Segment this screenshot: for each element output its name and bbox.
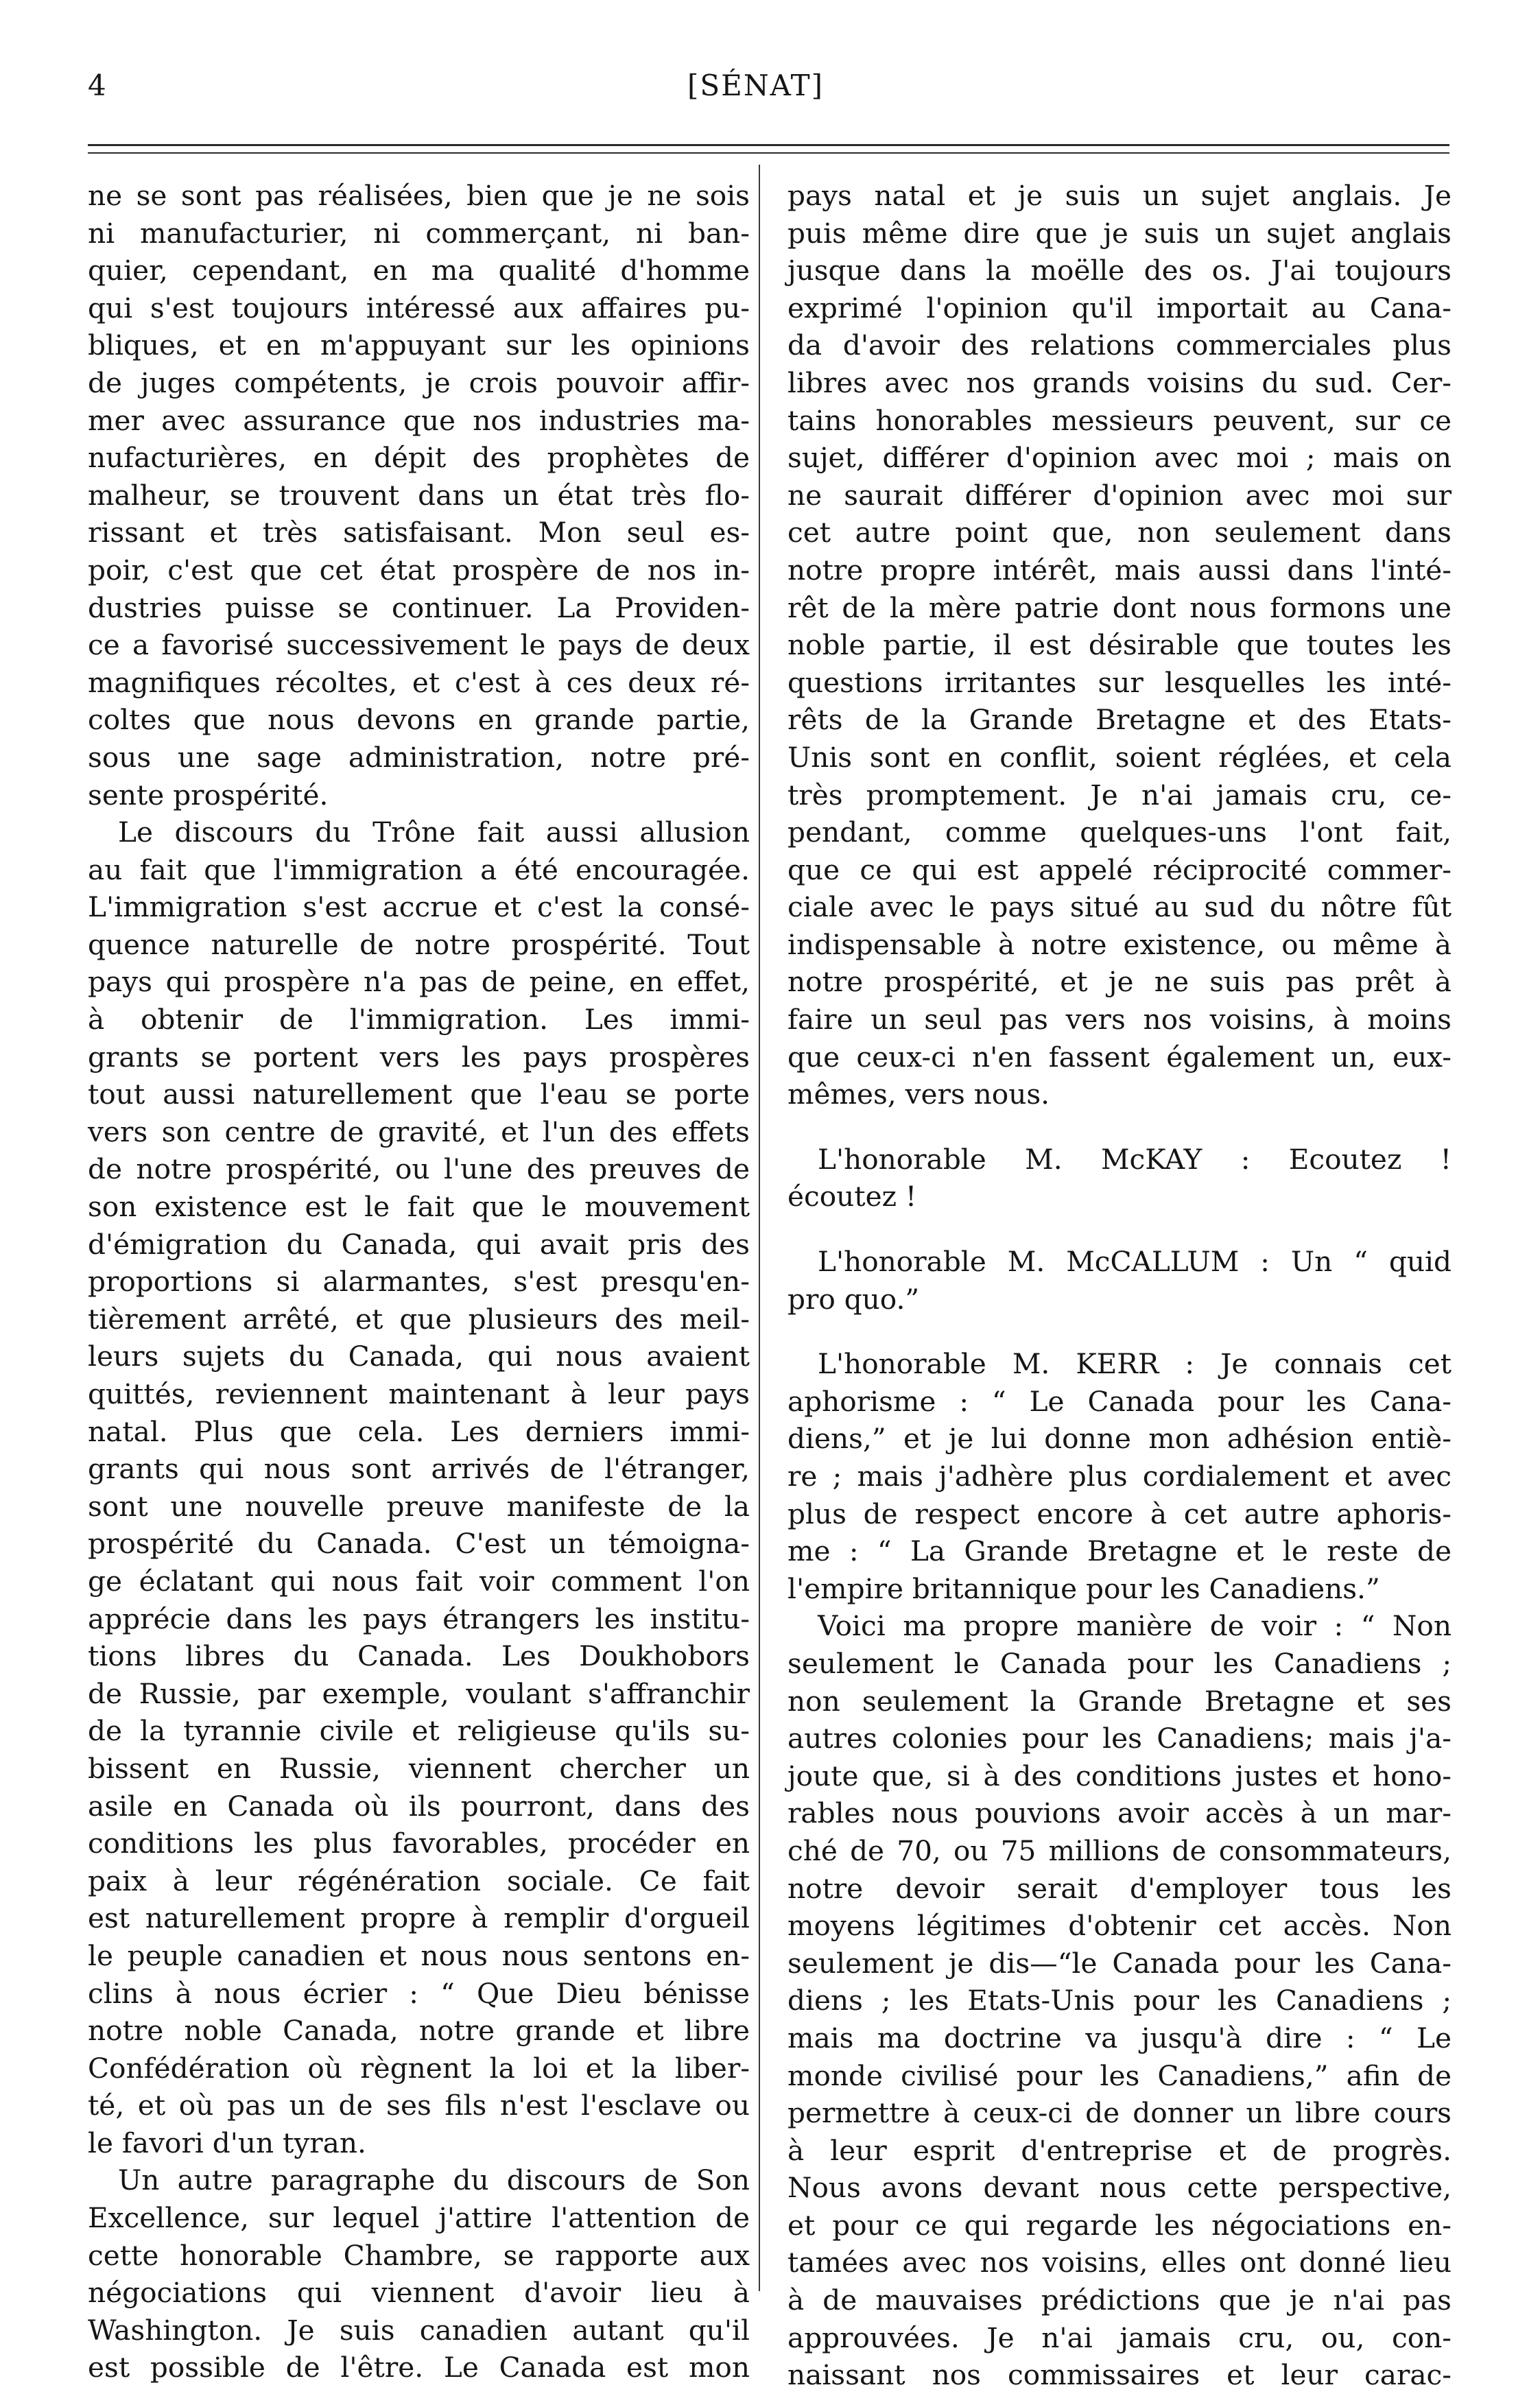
- text-line: rissant et très satisfaisant. Mon seul es-: [88, 516, 750, 549]
- text-line: proportions si alarmantes, s'est presqu'en-: [88, 1265, 750, 1299]
- text-line: cet autre point que, non seulement dans: [787, 516, 1452, 549]
- text-line: prospérité du Canada. C'est un témoigna-: [88, 1527, 750, 1561]
- text-line: sente prospérité.: [88, 778, 329, 811]
- text-line: notre devoir serait d'employer tous les: [787, 1871, 1452, 1905]
- text-line: négociations qui viennent d'avoir lieu à: [88, 2276, 750, 2310]
- text-line: ne se sont pas réalisées, bien que je ne sois: [88, 179, 750, 212]
- text-line: quier, cependant, en ma qualité d'homme: [88, 254, 750, 287]
- text-line: tièrement arrêté, et que plusieurs des meil-: [88, 1302, 750, 1336]
- text-line: faire un seul pas vers nos voisins, à moins: [787, 1003, 1452, 1036]
- right-column: [787, 177, 1452, 2394]
- text-line: noble partie, il est désirable que toutes les: [787, 628, 1452, 662]
- text-line: dustries puisse se continuer. La Providen-: [88, 591, 750, 624]
- text-line: approuvées. Je n'ai jamais cru, ou, con-: [787, 2321, 1452, 2354]
- text-line: malheur, se trouvent dans un état très flo-: [88, 478, 750, 512]
- text-line: très promptement. Je n'ai jamais cru, ce-: [787, 778, 1452, 811]
- paragraph-gap: [787, 1113, 1452, 1141]
- text-line: ce a favorisé successivement le pays de deux: [88, 628, 750, 662]
- text-line: le favori d'un tyran.: [88, 2126, 366, 2159]
- text-line: pays natal et je suis un sujet anglais. Je: [787, 179, 1452, 212]
- text-line: me : “ La Grande Bretagne et le reste de: [787, 1534, 1452, 1568]
- text-line: au fait que l'immigration a été encouragée.: [88, 853, 750, 886]
- text-line: de la tyrannie civile et religieuse qu'ils su-: [88, 1714, 750, 1748]
- header-rule: [88, 144, 1449, 146]
- left-column: [88, 177, 750, 2386]
- text-line: de notre prospérité, ou l'une des preuves de: [88, 1152, 750, 1186]
- text-line: notre noble Canada, notre grande et libre: [88, 2014, 750, 2048]
- text-line: sont une nouvelle preuve manifeste de la: [88, 1489, 750, 1523]
- text-line: grants se portent vers les pays prospères: [88, 1040, 750, 1074]
- text-line: magnifiques récoltes, et c'est à ces deux ré-: [88, 665, 750, 699]
- text-line: ne saurait différer d'opinion avec moi sur: [787, 478, 1452, 512]
- text-line: conditions les plus favorables, procéder en: [88, 1827, 750, 1860]
- text-line: que ce qui est appelé réciprocité commer-: [787, 853, 1452, 886]
- text-line: leurs sujets du Canada, qui nous avaient: [88, 1340, 750, 1373]
- text-line: à obtenir de l'immigration. Les immi-: [88, 1003, 750, 1036]
- text-line: tamées avec nos voisins, elles ont donné lieu: [787, 2246, 1452, 2279]
- text-line: L'honorable M. McKAY : Ecoutez !: [818, 1142, 1452, 1176]
- text-line: plus de respect encore à cet autre aphoris-: [787, 1497, 1452, 1530]
- page-header: [0, 69, 1540, 110]
- text-line: paix à leur régénération sociale. Ce fait: [88, 1864, 750, 1897]
- column-divider: [759, 165, 760, 2291]
- text-line: mer avec assurance que nos industries ma-: [88, 403, 750, 437]
- text-line: monde civilisé pour les Canadiens,” afin de: [787, 2059, 1452, 2092]
- text-line: re ; mais j'adhère plus cordialement et avec: [787, 1460, 1452, 1493]
- text-line: sujet, différer d'opinion avec moi ; mais on: [787, 441, 1452, 475]
- text-line: qui s'est toujours intéressé aux affaires pu-: [88, 291, 750, 324]
- text-line: ciale avec le pays situé au sud du nôtre fût: [787, 890, 1452, 924]
- text-line: jusque dans la moëlle des os. J'ai toujours: [787, 254, 1452, 287]
- text-line: ché de 70, ou 75 millions de consommateurs,: [787, 1834, 1452, 1867]
- paragraph-gap: [787, 1216, 1452, 1243]
- text-line: L'immigration s'est accrue et c'est la consé-: [88, 890, 750, 924]
- text-line: libres avec nos grands voisins du sud. Cer-: [787, 366, 1452, 399]
- text-line: Un autre paragraphe du discours de Son: [118, 2164, 750, 2197]
- text-line: sous une sage administration, notre pré-: [88, 740, 750, 774]
- page-number: 4: [88, 69, 106, 102]
- text-line: bissent en Russie, viennent chercher un: [88, 1751, 750, 1785]
- text-line: moyens légitimes d'obtenir cet accès. Non: [787, 1909, 1452, 1943]
- text-line: Confédération où règnent la loi et la liber-: [88, 2051, 750, 2085]
- text-line: seulement le Canada pour les Canadiens ;: [787, 1646, 1452, 1680]
- text-line: permettre à ceux-ci de donner un libre cours: [787, 2096, 1452, 2130]
- text-line: le peuple canadien et nous nous sentons en-: [88, 1939, 750, 1972]
- text-line: Washington. Je suis canadien autant qu'il: [88, 2313, 750, 2347]
- text-line: non seulement la Grande Bretagne et ses: [787, 1684, 1452, 1718]
- text-line: indispensable à notre existence, ou même à: [787, 927, 1452, 961]
- text-line: pro quo.”: [787, 1282, 920, 1316]
- text-line: naissant nos commissaires et leur carac-: [787, 2358, 1452, 2392]
- text-line: L'honorable M. McCALLUM : Un “ quid: [818, 1245, 1452, 1279]
- text-line: mais ma doctrine va jusqu'à dire : “ Le: [787, 2021, 1452, 2054]
- text-line: aphorisme : “ Le Canada pour les Cana-: [787, 1384, 1452, 1418]
- running-title: [SÉNAT]: [687, 69, 825, 102]
- text-line: écoutez !: [787, 1180, 917, 1213]
- text-line: quence naturelle de notre prospérité. Tout: [88, 927, 750, 961]
- paragraph-gap: [787, 1318, 1452, 1345]
- text-line: mêmes, vers nous.: [787, 1078, 1050, 1111]
- text-line: à leur esprit d'entreprise et de progrès.: [787, 2133, 1452, 2167]
- text-line: de Russie, par exemple, voulant s'affranchir: [88, 1676, 750, 1710]
- text-line: ge éclatant qui nous fait voir comment l'on: [88, 1564, 750, 1598]
- text-line: Le discours du Trône fait aussi allusion: [118, 816, 750, 849]
- text-line: est naturellement propre à remplir d'orgueil: [88, 1901, 750, 1935]
- text-line: seulement je dis—“le Canada pour les Cana-: [787, 1946, 1452, 1980]
- text-line: son existence est le fait que le mouvement: [88, 1190, 750, 1224]
- text-line: diens,” et je lui donne mon adhésion entiè-: [787, 1422, 1452, 1456]
- text-line: rêts de la Grande Bretagne et des Etats-: [787, 703, 1452, 737]
- text-line: da d'avoir des relations commerciales plus: [787, 329, 1452, 362]
- text-line: Voici ma propre manière de voir : “ Non: [818, 1609, 1452, 1643]
- text-line: de juges compétents, je crois pouvoir affir-: [88, 366, 750, 399]
- text-line: notre propre intérêt, mais aussi dans l'inté-: [787, 553, 1452, 586]
- text-line: que ceux-ci n'en fassent également un, eux-: [787, 1040, 1452, 1074]
- text-line: ni manufacturier, ni commerçant, ni ban-: [88, 216, 750, 250]
- text-line: coltes que nous devons en grande partie,: [88, 703, 750, 737]
- text-line: L'honorable M. KERR : Je connais cet: [818, 1347, 1452, 1381]
- text-line: grants qui nous sont arrivés de l'étranger,: [88, 1452, 750, 1486]
- text-line: questions irritantes sur lesquelles les inté-: [787, 665, 1452, 699]
- text-line: té, et où pas un de ses fils n'est l'esclave ou: [88, 2089, 750, 2122]
- text-line: natal. Plus que cela. Les derniers immi-: [88, 1414, 750, 1448]
- text-line: Excellence, sur lequel j'attire l'attention de: [88, 2201, 750, 2235]
- text-line: notre prospérité, et je ne suis pas prêt à: [787, 965, 1452, 999]
- header-rule-thin: [88, 152, 1449, 154]
- text-line: autres colonies pour les Canadiens; mais j'a-: [787, 1722, 1452, 1755]
- text-line: et pour ce qui regarde les négociations en-: [787, 2208, 1452, 2242]
- text-line: pendant, comme quelques-uns l'ont fait,: [787, 816, 1452, 849]
- text-line: vers son centre de gravité, et l'un des effets: [88, 1115, 750, 1148]
- text-line: cette honorable Chambre, se rapporte aux: [88, 2238, 750, 2272]
- text-line: puis même dire que je suis un sujet anglais: [787, 216, 1452, 250]
- text-line: d'émigration du Canada, qui avait pris des: [88, 1227, 750, 1261]
- text-line: l'empire britannique pour les Canadiens.”: [787, 1572, 1380, 1605]
- text-line: poir, c'est que cet état prospère de nos in-: [88, 553, 750, 586]
- text-line: tains honorables messieurs peuvent, sur ce: [787, 403, 1452, 437]
- text-line: nufacturières, en dépit des prophètes de: [88, 441, 750, 475]
- text-line: rêt de la mère patrie dont nous formons une: [787, 591, 1452, 624]
- text-line: Nous avons devant nous cette perspective,: [787, 2171, 1452, 2205]
- text-line: clins à nous écrier : “ Que Dieu bénisse: [88, 1976, 750, 2010]
- text-line: apprécie dans les pays étrangers les institu-: [88, 1602, 750, 1635]
- text-line: rables nous pouvions avoir accès à un mar-: [787, 1797, 1452, 1830]
- text-line: asile en Canada où ils pourront, dans des: [88, 1789, 750, 1823]
- text-line: diens ; les Etats-Unis pour les Canadiens ;: [787, 1984, 1452, 2017]
- text-line: à de mauvaises prédictions que je n'ai pas: [787, 2284, 1452, 2317]
- text-line: pays qui prospère n'a pas de peine, en effet,: [88, 965, 750, 999]
- text-line: tions libres du Canada. Les Doukhobors: [88, 1639, 750, 1673]
- text-line: tout aussi naturellement que l'eau se porte: [88, 1078, 750, 1111]
- text-line: exprimé l'opinion qu'il importait au Cana-: [787, 291, 1452, 324]
- text-line: est possible de l'être. Le Canada est mon: [88, 2351, 750, 2384]
- text-line: Unis sont en conflit, soient réglées, et cela: [787, 740, 1452, 774]
- text-line: quittés, reviennent maintenant à leur pays: [88, 1377, 750, 1410]
- text-line: joute que, si à des conditions justes et hono-: [787, 1759, 1452, 1792]
- text-line: bliques, et en m'appuyant sur les opinions: [88, 329, 750, 362]
